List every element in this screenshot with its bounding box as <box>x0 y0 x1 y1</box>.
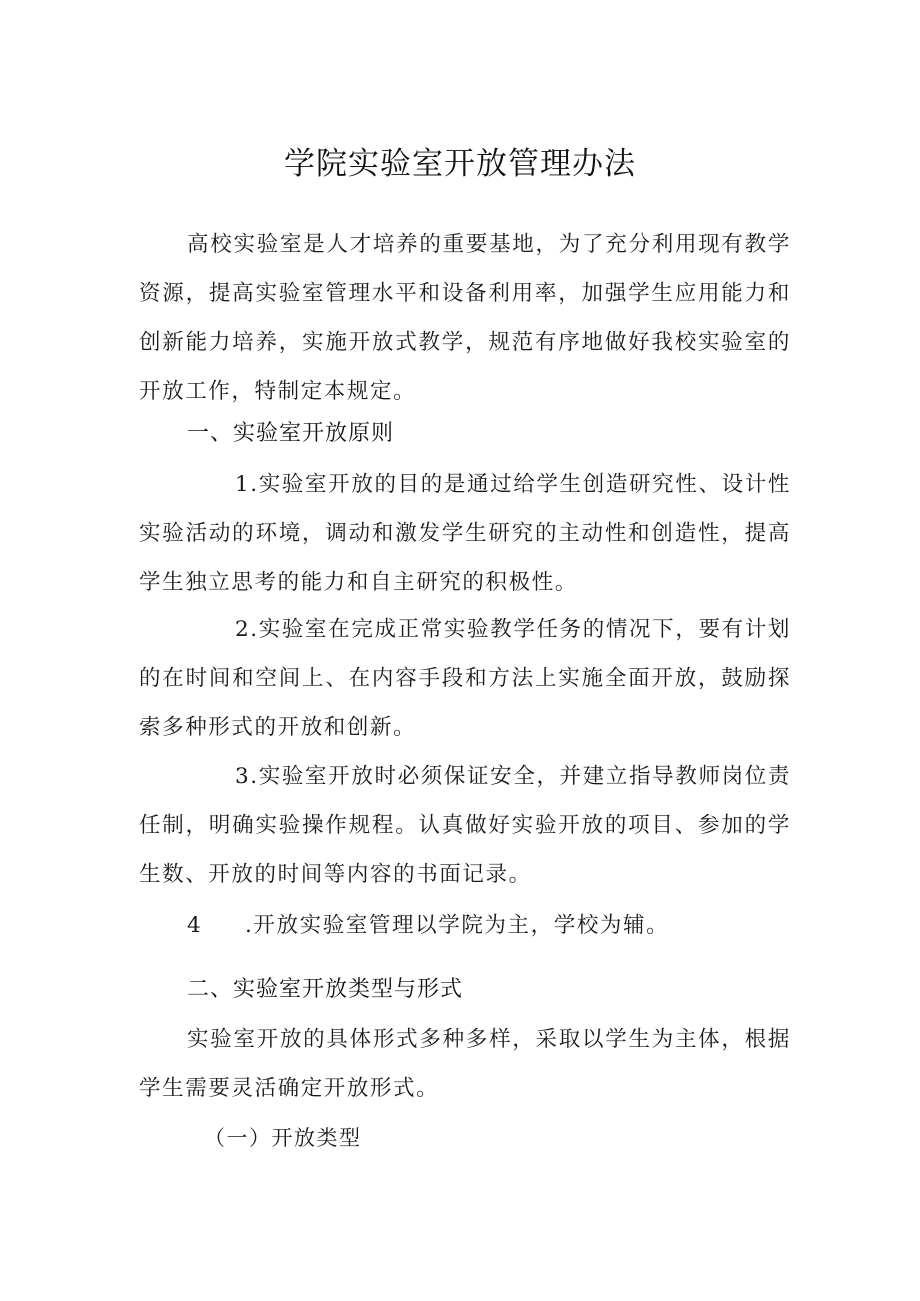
item-text: .实验室开放的目的是通过给学生创造研究性、设计性实验活动的环境，调动和激发学生研究的主动性和创造性，提高学生独立思考的能力和自主研究的积极性。 <box>139 472 791 595</box>
item-number: 4 <box>187 913 203 938</box>
intro-paragraph: 高校实验室是人才培养的重要基地，为了充分利用现有教学资源，提高实验室管理水平和设备利用率，加强学生应用能力和创新能力培养，实施开放式教学，规范有序地做好我校实验室的开放工作，特制定本规定。 <box>139 232 791 404</box>
item-text: .实验室在完成正常实验教学任务的情况下，要有计划的在时间和空间上、在内容手段和方法上实施全面开放，鼓励探索多种形式的开放和创新。 <box>139 617 791 740</box>
item-text: .开放实验室管理以学院为主，学校为辅。 <box>245 913 670 938</box>
section1-heading: 一、实验室开放原则 <box>187 421 395 446</box>
item-number: 2 <box>235 617 251 642</box>
item-text: .实验室开放时必须保证安全，并建立指导教师岗位责任制，明确实验操作规程。认真做好实验开放的项目、参加的学生数、开放的时间等内容的书面记录。 <box>139 764 791 887</box>
section2-intro-paragraph: 实验室开放的具体形式多种多样，采取以学生为主体，根据学生需要灵活确定开放形式。 <box>139 1027 791 1101</box>
section2-heading: 二、实验室开放类型与形式 <box>187 977 464 1002</box>
section2-sub-heading: （一）开放类型 <box>204 1126 362 1150</box>
item-number: 3 <box>235 764 251 789</box>
section1-item-3 <box>139 752 791 899</box>
section1-item-2 <box>139 605 791 752</box>
item-number: 1 <box>235 472 251 497</box>
section1-item-1 <box>139 460 791 607</box>
document-title: 学院实验室开放管理办法 <box>284 146 636 182</box>
section1-item-4 <box>139 901 791 950</box>
